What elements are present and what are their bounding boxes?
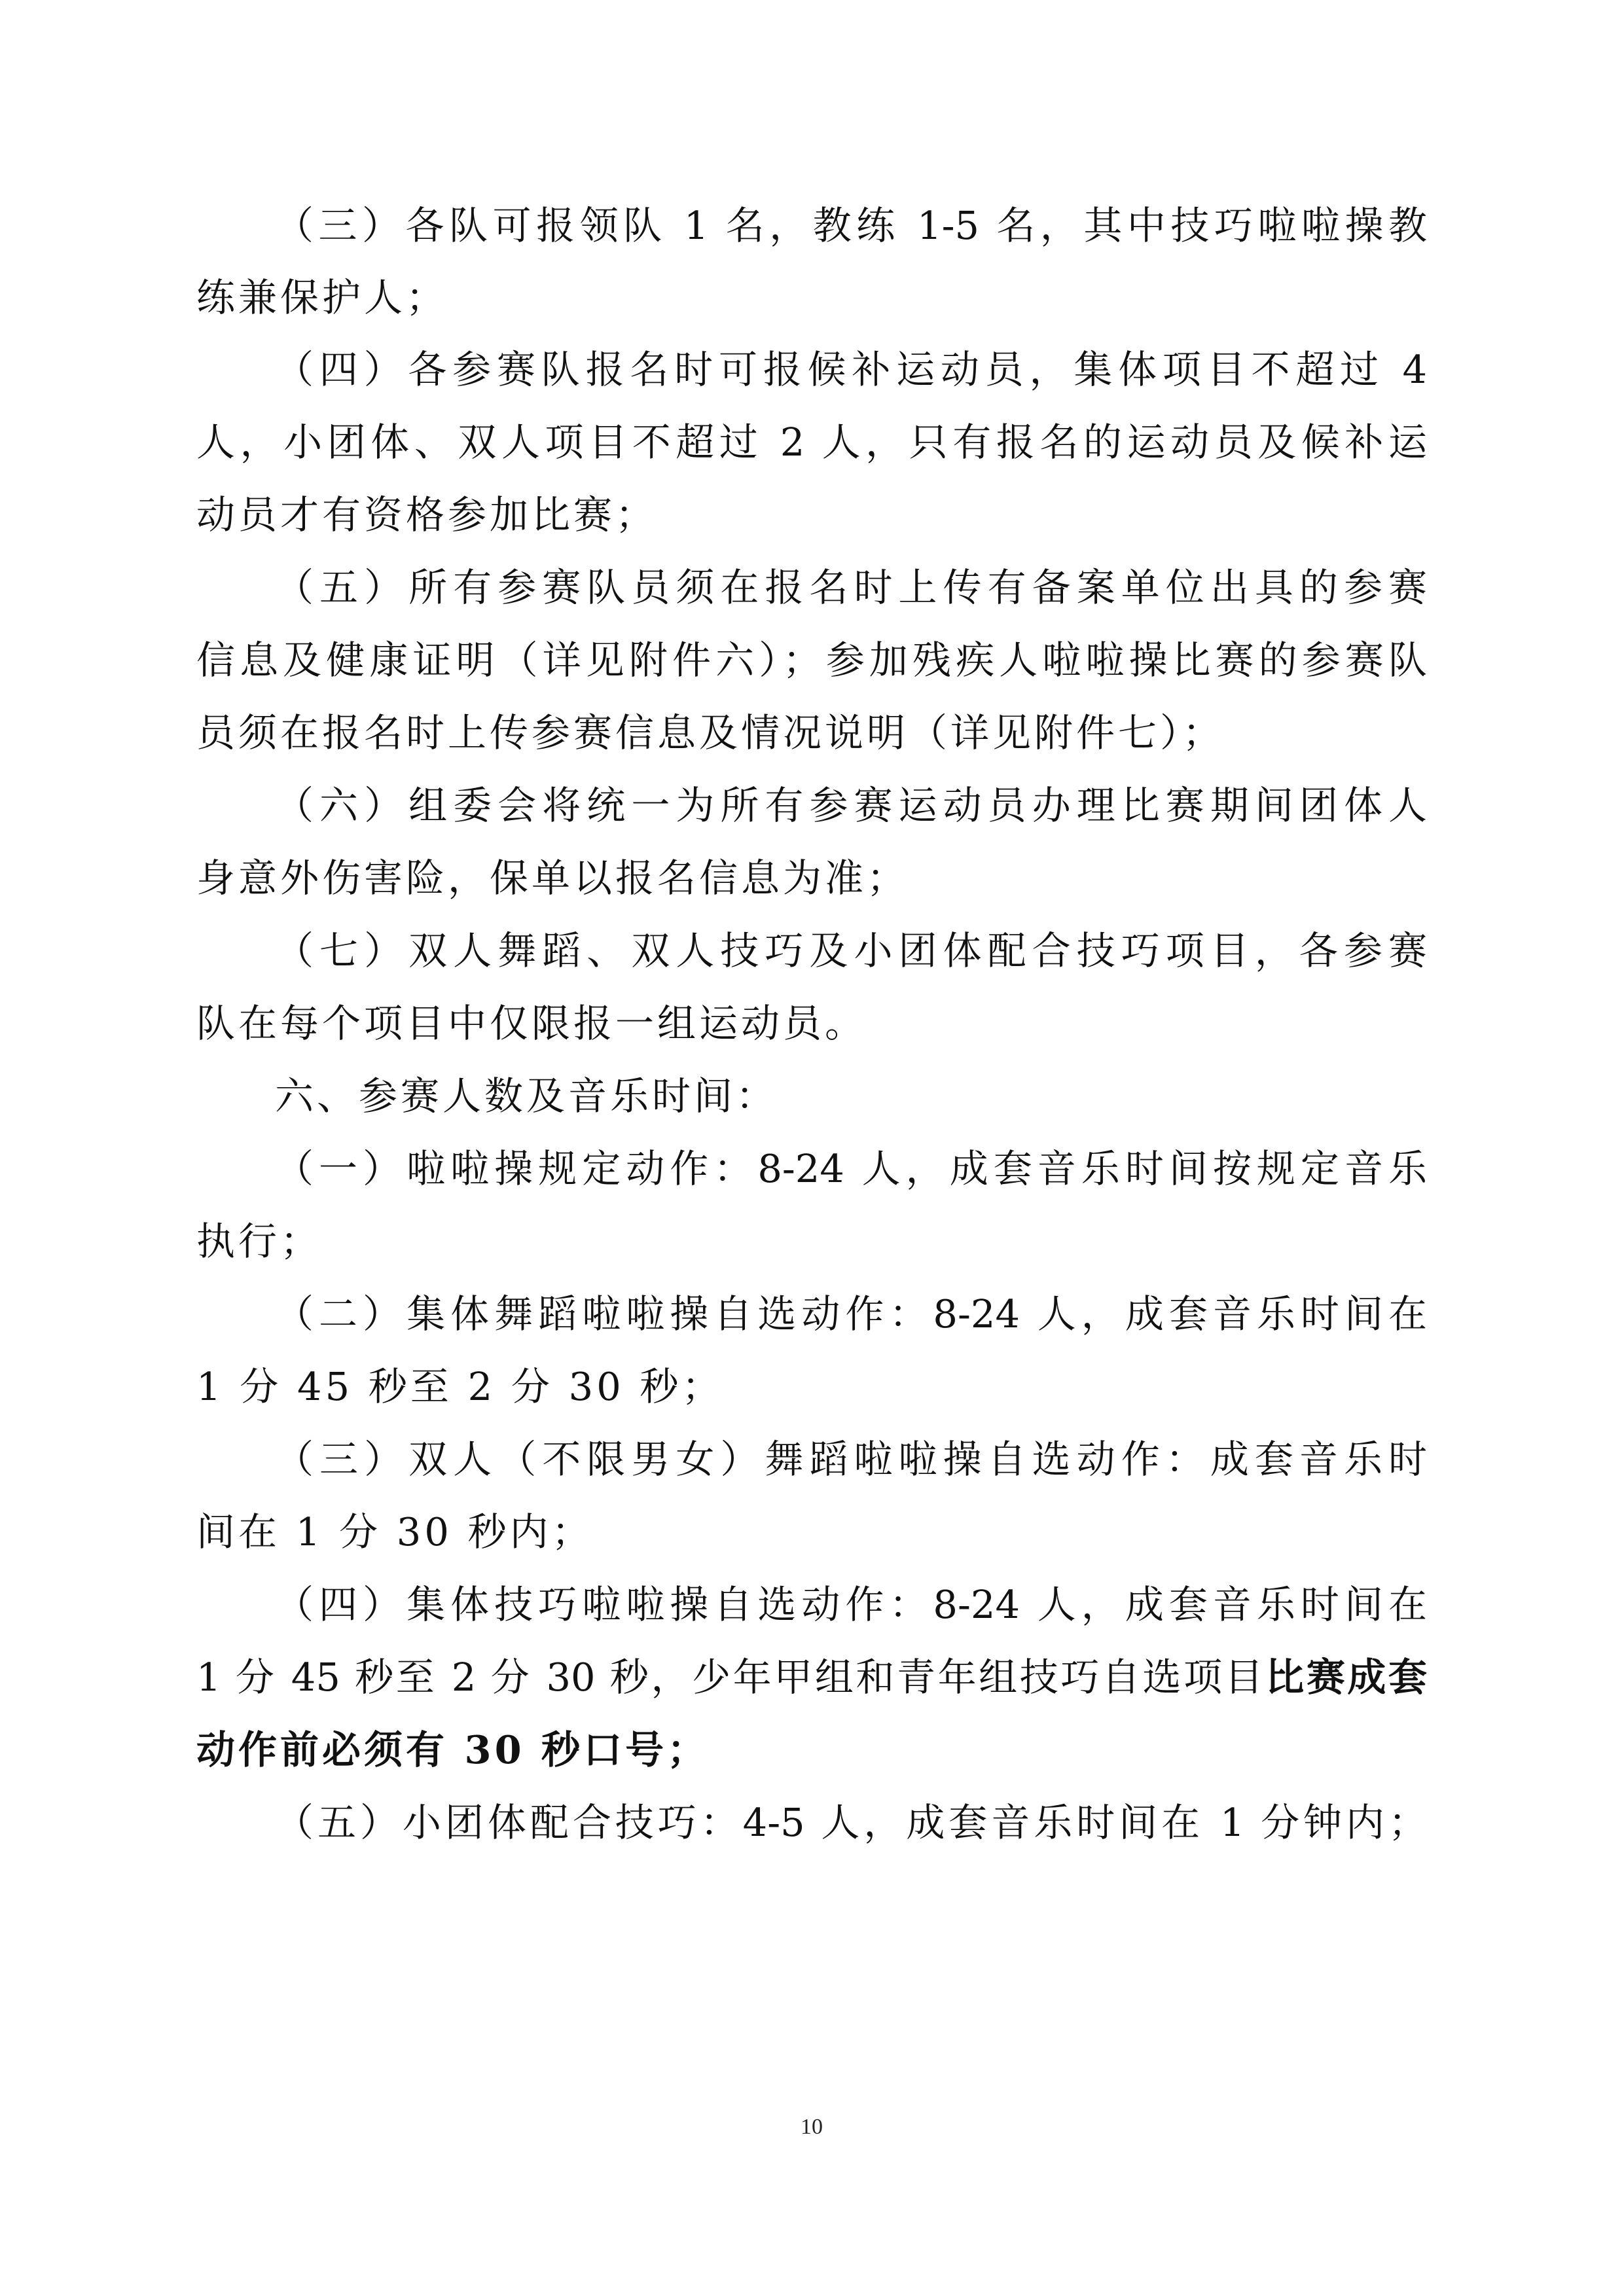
paragraph-6-line-1: （六）组委会将统一为所有参赛运动员办理比赛期间团体人	[275, 783, 1427, 828]
item-4-line-2-bold: 比赛成套	[1265, 1655, 1427, 1700]
paragraph-5-line-1: （五）所有参赛队员须在报名时上传有备案单位出具的参赛	[275, 565, 1427, 610]
paragraph-7-line-2: 队在每个项目中仅限报一组运动员。	[196, 1001, 867, 1046]
paragraph-4-line-1: （四）各参赛队报名时可报候补运动员，集体项目不超过 4	[275, 347, 1427, 392]
paragraph-3-line-1: （三）各队可报领队 1 名，教练 1-5 名，其中技巧啦啦操教	[275, 203, 1427, 248]
item-1-line-2: 执行；	[196, 1219, 323, 1264]
item-4-line-3-bold: 动作前必须有 30 秒口号；	[196, 1727, 710, 1772]
item-2-line-2: 1 分 45 秒至 2 分 30 秒；	[196, 1364, 724, 1409]
item-5-line-1: （五）小团体配合技巧：4-5 人，成套音乐时间在 1 分钟内；	[275, 1800, 1427, 1845]
item-3-line-1: （三）双人（不限男女）舞蹈啦啦操自选动作：成套音乐时	[275, 1437, 1427, 1482]
paragraph-5-line-2: 信息及健康证明（详见附件六）；参加残疾人啦啦操比赛的参赛队	[196, 637, 1427, 683]
item-4-line-1: （四）集体技巧啦啦操自选动作：8-24 人，成套音乐时间在	[275, 1582, 1427, 1627]
paragraph-3-line-2: 练兼保护人；	[196, 275, 448, 320]
page-number: 10	[801, 2115, 823, 2139]
paragraph-4-line-3: 动员才有资格参加比赛；	[196, 492, 658, 537]
item-1-line-1: （一）啦啦操规定动作：8-24 人，成套音乐时间按规定音乐	[275, 1146, 1427, 1191]
item-2-line-1: （二）集体舞蹈啦啦操自选动作：8-24 人，成套音乐时间在	[275, 1291, 1427, 1336]
paragraph-5-line-3: 员须在报名时上传参赛信息及情况说明（详见附件七）；	[196, 710, 1225, 755]
paragraph-6-line-2: 身意外伤害险，保单以报名信息为准；	[196, 855, 909, 901]
item-4-line-2-regular: 1 分 45 秒至 2 分 30 秒，少年甲组和青年组技巧自选项目	[196, 1655, 1266, 1700]
paragraph-4-line-2: 人，小团体、双人项目不超过 2 人，只有报名的运动员及候补运	[196, 420, 1427, 465]
section-heading-six: 六、参赛人数及音乐时间：	[275, 1073, 778, 1119]
item-3-line-2: 间在 1 分 30 秒内；	[196, 1509, 594, 1554]
paragraph-7-line-1: （七）双人舞蹈、双人技巧及小团体配合技巧项目，各参赛	[275, 928, 1427, 973]
item-4-line-2	[196, 1641, 1427, 1713]
